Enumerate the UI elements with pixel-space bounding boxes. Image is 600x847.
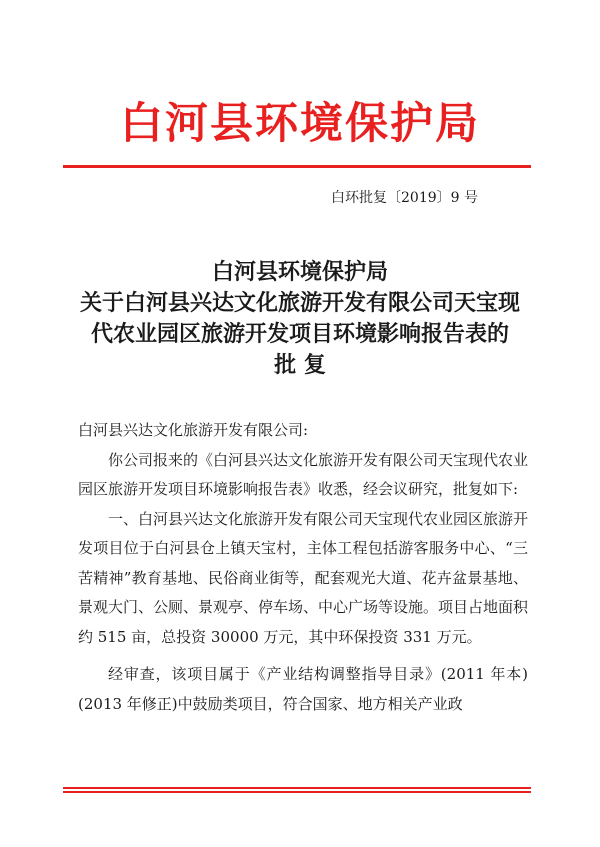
body-paragraph-2: 一、白河县兴达文化旅游开发有限公司天宝现代农业园区旅游开发项目位于白河县仓上镇天宝村，主体工程包括游客服务中心、“三苦精神”教育基地、民俗商业街等，配套观光大道、花卉盆景基地、景观大门、公厕、景观亭、停车场、中心广场等设施。项目占地面积约 515 亩，总投资 30000 万元，其中环保投资 331 万元。 [78, 509, 529, 646]
addressee: 白河县兴达文化旅游开发有限公司: [78, 421, 309, 439]
title-line-1: 白河县环境保护局 [211, 260, 388, 285]
title-line-4: 批 复 [274, 353, 326, 378]
body-paragraph-3: 经审查，该项目属于《产业结构调整指导目录》(2011 年本)(2013 年修正)中鼓励类项目，符合国家、地方相关产业政 [78, 665, 528, 713]
document-title [70, 257, 530, 381]
body-paragraph-1: 你公司报来的《白河县兴达文化旅游开发有限公司天宝现代农业园区旅游开发项目环境影响报告表》收悉，经会议研究，批复如下: [78, 450, 529, 498]
footer-red-rule [63, 787, 531, 789]
document-number: 白环批复〔2019〕9 号 [331, 190, 478, 206]
issuing-authority-header: 白河县环境保护局 [120, 99, 480, 149]
header-red-rule [63, 165, 531, 168]
title-line-2: 关于白河县兴达文化旅游开发有限公司天宝现 [79, 291, 520, 316]
title-line-3: 代农业园区旅游开发项目环境影响报告表的 [90, 322, 509, 347]
footer-red-rule-second [63, 791, 531, 793]
document-body [78, 416, 528, 719]
